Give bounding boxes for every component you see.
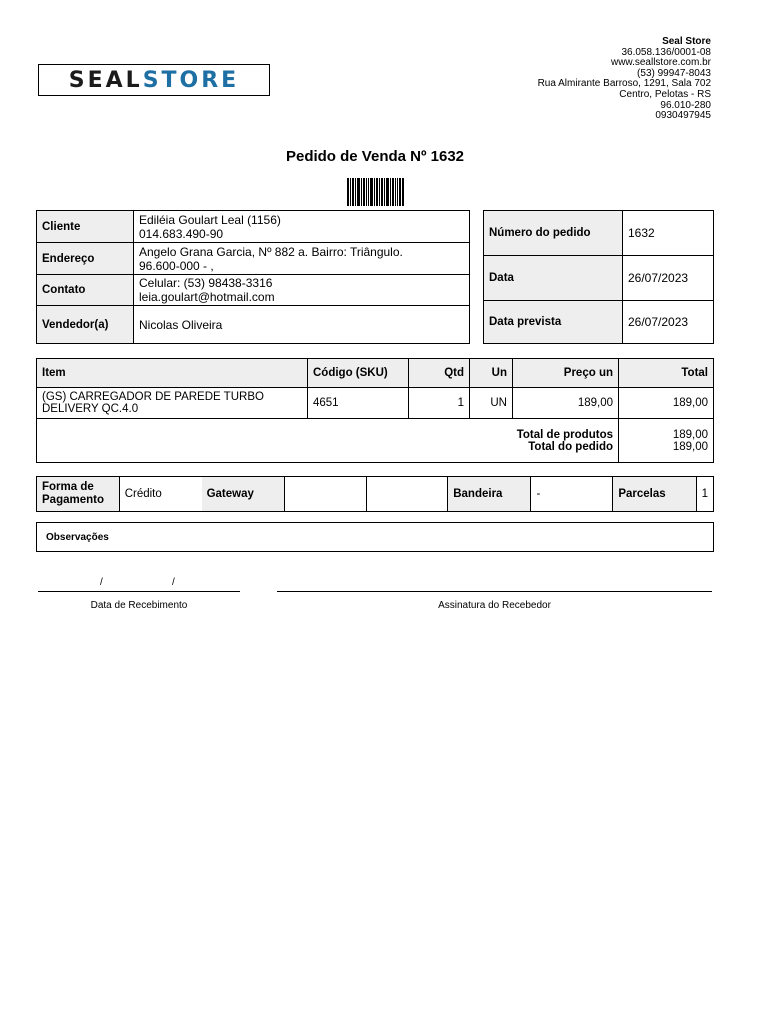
gateway-value-extra [366,477,448,512]
cliente-value [134,211,470,243]
item-total: 189,00 [619,388,714,419]
item-un: UN [470,388,513,419]
forma-label-line2: Pagamento [42,494,104,506]
numero-pedido-value: 1632 [623,211,714,256]
client-table [36,210,470,344]
data-prevista-label: Data prevista [484,301,623,344]
parcelas-value: 1 [696,477,713,512]
contato-value [134,275,470,306]
company-site: www.seallstore.com.br [610,57,711,69]
item-sku: 4651 [308,388,409,419]
logo-text-seal: SEAL [68,67,143,93]
total-produtos-value: 189,00 [672,428,708,441]
item-preco: 189,00 [513,388,619,419]
forma-label-line1: Forma de [42,481,94,493]
company-city: Centro, Pelotas - RS [619,88,711,100]
items-table [36,358,714,463]
total-pedido-value: 189,00 [672,440,708,453]
page-title: Pedido de Venda Nº 1632 [285,148,465,165]
contato-phone: Celular: (53) 98438-3316 [139,276,273,290]
gateway-label: Gateway [202,477,285,512]
header-total: Total [619,359,714,388]
date-line [38,591,240,592]
observacoes-box [36,522,714,552]
company-zip: 96.010-280 [660,99,711,111]
forma-pagamento-value: Crédito [119,477,201,512]
company-code: 0930497945 [655,110,711,122]
totals-labels [37,419,619,463]
date-slash-2: / [172,577,175,588]
item-qtd: 1 [409,388,470,419]
contato-email: leia.goulart@hotmail.com [139,290,275,304]
totals-values [619,419,714,463]
header-preco: Preço un [513,359,619,388]
barcode-icon [347,178,404,206]
table-row [37,388,714,419]
header-qtd: Qtd [409,359,470,388]
date-slash-1: / [100,577,103,588]
company-info [538,37,711,122]
forma-pagamento-label [37,477,120,512]
endereco-zip: 96.600-000 - , [139,258,214,273]
signature-label: Assinatura do Recebedor [438,600,551,611]
company-name: Seal Store [662,36,711,47]
gateway-value [284,477,366,512]
item-desc-line2: DELIVERY QC.4.0 [42,403,139,415]
logo-text-store: STORE [142,67,240,93]
vendedor-value: Nicolas Oliveira [134,306,470,344]
order-info-table [483,210,714,344]
header-un: Un [470,359,513,388]
cliente-name: Ediléia Goulart Leal (1156) [139,212,281,227]
cliente-label: Cliente [37,211,134,243]
total-produtos-label: Total de produtos [516,428,613,441]
company-address: Rua Almirante Barroso, 1291, Sala 702 [537,78,711,90]
cliente-doc: 014.683.490-90 [139,226,224,241]
item-description [37,388,308,419]
date-label: Data de Recebimento [90,600,188,611]
header-item: Item [37,359,308,388]
header-sku: Código (SKU) [308,359,409,388]
endereco-label: Endereço [37,243,134,275]
data-label: Data [484,256,623,301]
item-desc-line1: (GS) CARREGADOR DE PAREDE TURBO [42,391,264,403]
numero-pedido-label: Número do pedido [484,211,623,256]
endereco-street: Angelo Grana Garcia, Nº 882 a. Bairro: Triângulo. [139,244,403,259]
seal-store-logo [38,64,270,96]
parcelas-label: Parcelas [613,477,696,512]
data-prevista-value: 26/07/2023 [623,301,714,344]
observacoes-label: Observações [46,532,109,543]
bandeira-value: - [531,477,613,512]
vendedor-label: Vendedor(a) [37,306,134,344]
data-value: 26/07/2023 [623,256,714,301]
contato-label: Contato [37,275,134,306]
endereco-value [134,243,470,275]
company-phone: (53) 99947-8043 [637,67,711,79]
total-pedido-label: Total do pedido [528,440,613,453]
signature-line [277,591,712,592]
payment-table [36,476,714,512]
company-cnpj: 36.058.136/0001-08 [621,46,711,58]
bandeira-label: Bandeira [448,477,531,512]
